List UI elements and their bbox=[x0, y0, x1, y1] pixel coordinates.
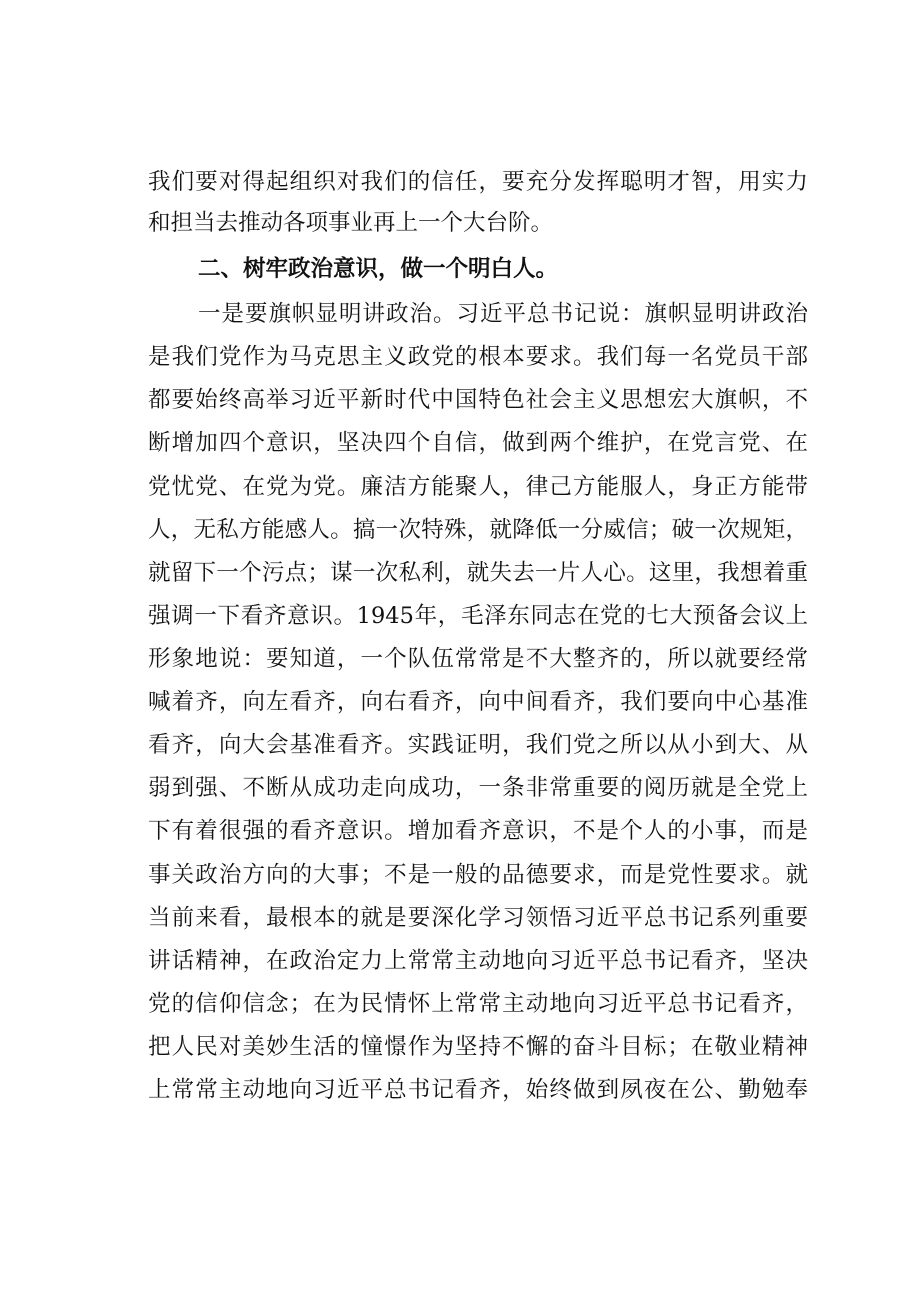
paragraph-line: 都要始终高举习近平新时代中国特色社会主义思想宏大旗帜，不 bbox=[148, 387, 808, 413]
paragraph-line: 事关政治方向的大事；不是一般的品德要求，而是党性要求。就 bbox=[148, 862, 808, 888]
section-heading: 二、树牢政治意识，做一个明白人。 bbox=[198, 256, 559, 282]
paragraph-line: 一是要旗帜显明讲政治。习近平总书记说：旗帜显明讲政治 bbox=[198, 301, 808, 327]
paragraph-line: 党的信仰信念；在为民情怀上常常主动地向习近平总书记看齐， bbox=[148, 991, 808, 1017]
paragraph-line: 上常常主动地向习近平总书记看齐，始终做到夙夜在公、勤勉奉 bbox=[148, 1077, 808, 1103]
paragraph-line: 就留下一个污点；谋一次私利，就失去一片人心。这里，我想着重 bbox=[148, 560, 808, 586]
paragraph-line: 我们要对得起组织对我们的信任，要充分发挥聪明才智，用实力 bbox=[148, 169, 808, 195]
paragraph-line: 弱到强、不断从成功走向成功，一条非常重要的阅历就是全党上 bbox=[148, 775, 808, 801]
paragraph-line: 看齐，向大会基准看齐。实践证明，我们党之所以从小到大、从 bbox=[148, 732, 808, 758]
paragraph-line: 断增加四个意识，坚决四个自信，做到两个维护，在党言党、在 bbox=[148, 430, 808, 456]
paragraph-line: 当前来看，最根本的就是要深化学习领悟习近平总书记系列重要 bbox=[148, 905, 808, 931]
paragraph-line: 下有着很强的看齐意识。增加看齐意识，不是个人的小事，而是 bbox=[148, 818, 808, 844]
paragraph-line: 党忧党、在党为党。廉洁方能聚人，律己方能服人，身正方能带 bbox=[148, 474, 808, 500]
paragraph-line: 强调一下看齐意识。1945年，毛泽东同志在党的七大预备会议上 bbox=[148, 603, 808, 629]
paragraph-line: 人，无私方能感人。搞一次特殊，就降低一分威信；破一次规矩， bbox=[148, 517, 808, 543]
paragraph-line: 讲话精神，在政治定力上常常主动地向习近平总书记看齐，坚决 bbox=[148, 948, 808, 974]
paragraph-line: 和担当去推动各项事业再上一个大台阶。 bbox=[148, 210, 554, 236]
paragraph-line: 形象地说：要知道，一个队伍常常是不大整齐的，所以就要经常 bbox=[148, 646, 808, 672]
paragraph-line: 把人民对美妙生活的憧憬作为坚持不懈的奋斗目标；在敬业精神 bbox=[148, 1034, 808, 1060]
paragraph-line: 喊着齐，向左看齐，向右看齐，向中间看齐，我们要向中心基准 bbox=[148, 689, 808, 715]
paragraph-line: 是我们党作为马克思主义政党的根本要求。我们每一名党员干部 bbox=[148, 344, 808, 370]
